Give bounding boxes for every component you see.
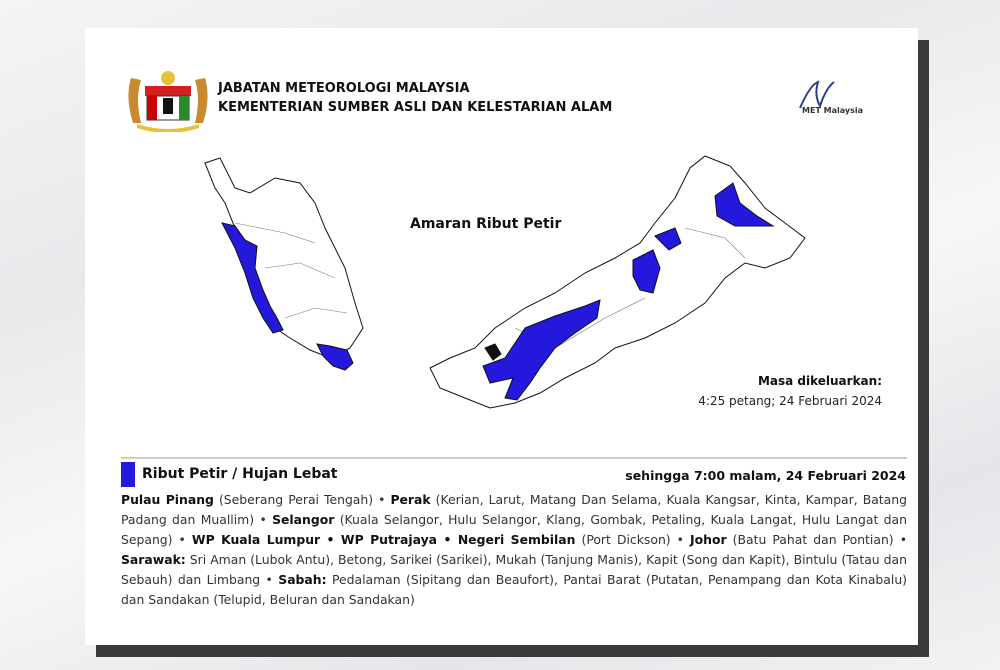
warning-card bbox=[85, 28, 918, 645]
district-list: (Kuala Selangor, Hulu Selangor, Klang, Gombak, Petaling, Kuala Langat, Hulu Langat dan Sepang) • bbox=[121, 512, 907, 547]
state-name: Selangor bbox=[272, 512, 335, 527]
district-list: (Port Dickson) • bbox=[575, 532, 691, 547]
district-list: Pedalaman (Sipitang dan Beaufort), Pantai Barat (Putatan, Penampang dan Kota Kinabalu) dan Sandakan (Telupid, Beluran dan Sandakan) bbox=[121, 572, 908, 607]
district-list: (Batu Pahat dan Pontian) • bbox=[726, 532, 908, 547]
issued-label: Masa dikeluarkan: bbox=[757, 374, 882, 388]
peninsular-malaysia-map bbox=[205, 158, 363, 370]
warning-valid-until: sehingga 7:00 malam, 24 Februari 2024 bbox=[625, 468, 906, 483]
warning-title: Ribut Petir / Hujan Lebat bbox=[142, 466, 338, 482]
ministry-name: KEMENTERIAN SUMBER ASLI DAN KELESTARIAN ALAM bbox=[218, 100, 613, 115]
state-name: Perak bbox=[390, 492, 431, 507]
divider bbox=[121, 457, 907, 459]
map-title: Amaran Ribut Petir bbox=[410, 216, 562, 232]
district-list: (Seberang Perai Tengah) • bbox=[213, 492, 391, 507]
district-list: Sri Aman (Lubok Antu), Betong, Sarikei (Sarikei), Mukah (Tanjung Manis), Kapit (Song dan Kapit), Bintulu (Tatau dan Sebauh) dan Limbang • bbox=[121, 552, 907, 587]
state-name: Sabah: bbox=[278, 572, 327, 587]
state-name: Pulau Pinang bbox=[121, 492, 214, 507]
org-name: JABATAN METEOROLOGI MALAYSIA bbox=[218, 81, 470, 96]
state-name: Johor bbox=[690, 532, 727, 547]
warning-color-swatch bbox=[121, 462, 135, 487]
borneo-malaysia-map bbox=[430, 156, 805, 408]
affected-areas-text bbox=[121, 490, 907, 610]
issued-time: 4:25 petang; 24 Februari 2024 bbox=[698, 394, 882, 408]
state-name: WP Kuala Lumpur • WP Putrajaya • Negeri Sembilan bbox=[191, 532, 576, 547]
state-name: Sarawak: bbox=[121, 552, 186, 567]
district-list: (Kerian, Larut, Matang Dan Selama, Kuala Kangsar, Kinta, Kampar, Batang Padang dan Muallim) • bbox=[121, 492, 907, 527]
met-logo-text: MET Malaysia bbox=[802, 106, 864, 115]
